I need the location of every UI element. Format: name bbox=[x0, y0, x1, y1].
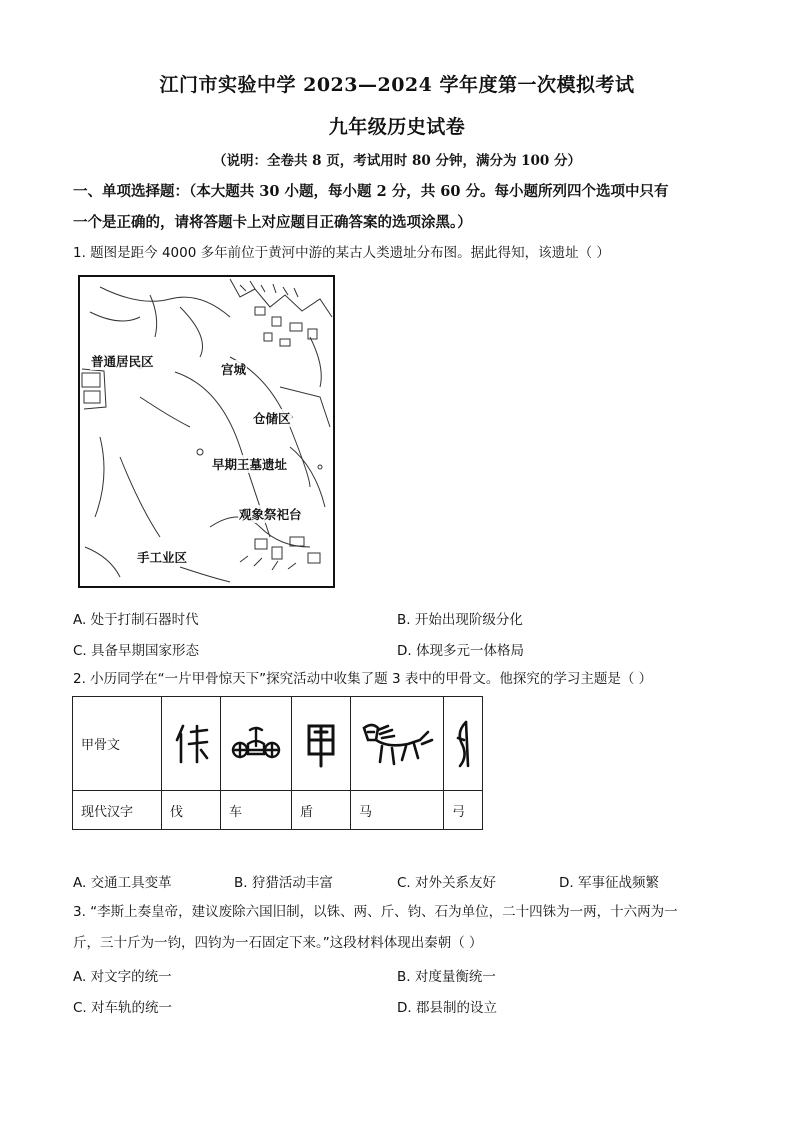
modern-char-gong: 弓 bbox=[444, 791, 483, 830]
modern-row bbox=[73, 791, 483, 830]
exam-title: 江门市实验中学 2023—2024 学年度第一次模拟考试 bbox=[159, 74, 635, 96]
map-label-tombs: 早期王墓遗址 bbox=[212, 457, 288, 472]
question-1-option-b[interactable]: B. 开始出现阶级分化 bbox=[397, 612, 523, 628]
question-3-stem bbox=[73, 897, 723, 959]
question-3-option-b[interactable]: B. 对度量衡统一 bbox=[397, 969, 496, 985]
map-label-storage: 仓储区 bbox=[253, 411, 291, 426]
oracle-gong-glyph-cell bbox=[444, 697, 483, 791]
modern-char-dun: 盾 bbox=[292, 791, 351, 830]
question-3-option-a[interactable]: A. 对文字的统一 bbox=[73, 969, 172, 985]
oracle-ma-glyph-icon bbox=[358, 718, 436, 770]
modern-row-header: 现代汉字 bbox=[73, 791, 162, 830]
question-3-stem-line2: 斤，三十斤为一钧，四钧为一石固定下来。”这段材料体现出秦朝（ ） bbox=[73, 935, 483, 951]
question-2-option-a[interactable]: A. 交通工具变革 bbox=[73, 875, 172, 891]
modern-char-fa: 伐 bbox=[162, 791, 221, 830]
oracle-dun-glyph-cell bbox=[292, 697, 351, 791]
question-2-option-c[interactable]: C. 对外关系友好 bbox=[397, 875, 497, 891]
modern-char-ma: 马 bbox=[351, 791, 444, 830]
oracle-bone-table bbox=[72, 696, 483, 830]
question-3-option-c[interactable]: C. 对车轨的统一 bbox=[73, 1000, 173, 1016]
map-label-residential: 普通居民区 bbox=[91, 354, 154, 369]
oracle-che-glyph-cell bbox=[221, 697, 292, 791]
oracle-dun-glyph-icon bbox=[303, 720, 339, 768]
question-1-stem: 1. 题图是距今 4000 多年前位于黄河中游的某古人类遗址分布图。据此得知，该遗址（ ） bbox=[73, 245, 610, 261]
map-drawing bbox=[80, 277, 333, 586]
section-instructions-line2: 一个是正确的，请将答题卡上对应题目正确答案的选项涂黑。） bbox=[73, 214, 472, 231]
section-instructions-line1: 一、单项选择题：（本大题共 30 小题，每小题 2 分，共 60 分。每小题所列四个选项中只有 bbox=[73, 183, 669, 200]
question-1-option-d[interactable]: D. 体现多元一体格局 bbox=[397, 643, 524, 659]
question-3-option-d[interactable]: D. 郡县制的设立 bbox=[397, 1000, 497, 1016]
oracle-fa-glyph-cell bbox=[162, 697, 221, 791]
oracle-row-header: 甲骨文 bbox=[73, 697, 162, 791]
map-label-altar: 观象祭祀台 bbox=[239, 507, 302, 522]
map-label-workshop: 手工业区 bbox=[137, 550, 188, 565]
question-3-stem-line1: 3. “李斯上奏皇帝，建议废除六国旧制，以铢、两、斤、钧、石为单位，二十四铢为一两，十六两为一 bbox=[73, 904, 678, 920]
exam-note: （说明：全卷共 8 页，考试用时 80 分钟，满分为 100 分） bbox=[212, 153, 582, 169]
question-1-option-a[interactable]: A. 处于打制石器时代 bbox=[73, 612, 199, 628]
question-2-option-d[interactable]: D. 军事征战频繁 bbox=[559, 875, 659, 891]
section-instructions bbox=[73, 176, 723, 238]
oracle-row bbox=[73, 697, 483, 791]
oracle-fa-glyph-icon bbox=[171, 722, 211, 766]
question-2-option-b[interactable]: B. 狩猎活动丰富 bbox=[234, 875, 333, 891]
oracle-gong-glyph-icon bbox=[452, 718, 474, 770]
oracle-che-glyph-icon bbox=[228, 724, 284, 764]
oracle-ma-glyph-cell bbox=[351, 697, 444, 791]
map-label-palace: 宫城 bbox=[221, 362, 247, 377]
question-1-option-c[interactable]: C. 具备早期国家形态 bbox=[73, 643, 200, 659]
site-distribution-map bbox=[78, 275, 335, 588]
exam-subtitle: 九年级历史试卷 bbox=[328, 116, 466, 138]
question-2-stem: 2. 小历同学在“一片甲骨惊天下”探究活动中收集了题 3 表中的甲骨文。他探究的学习主题是（ ） bbox=[73, 671, 653, 687]
modern-char-che: 车 bbox=[221, 791, 292, 830]
